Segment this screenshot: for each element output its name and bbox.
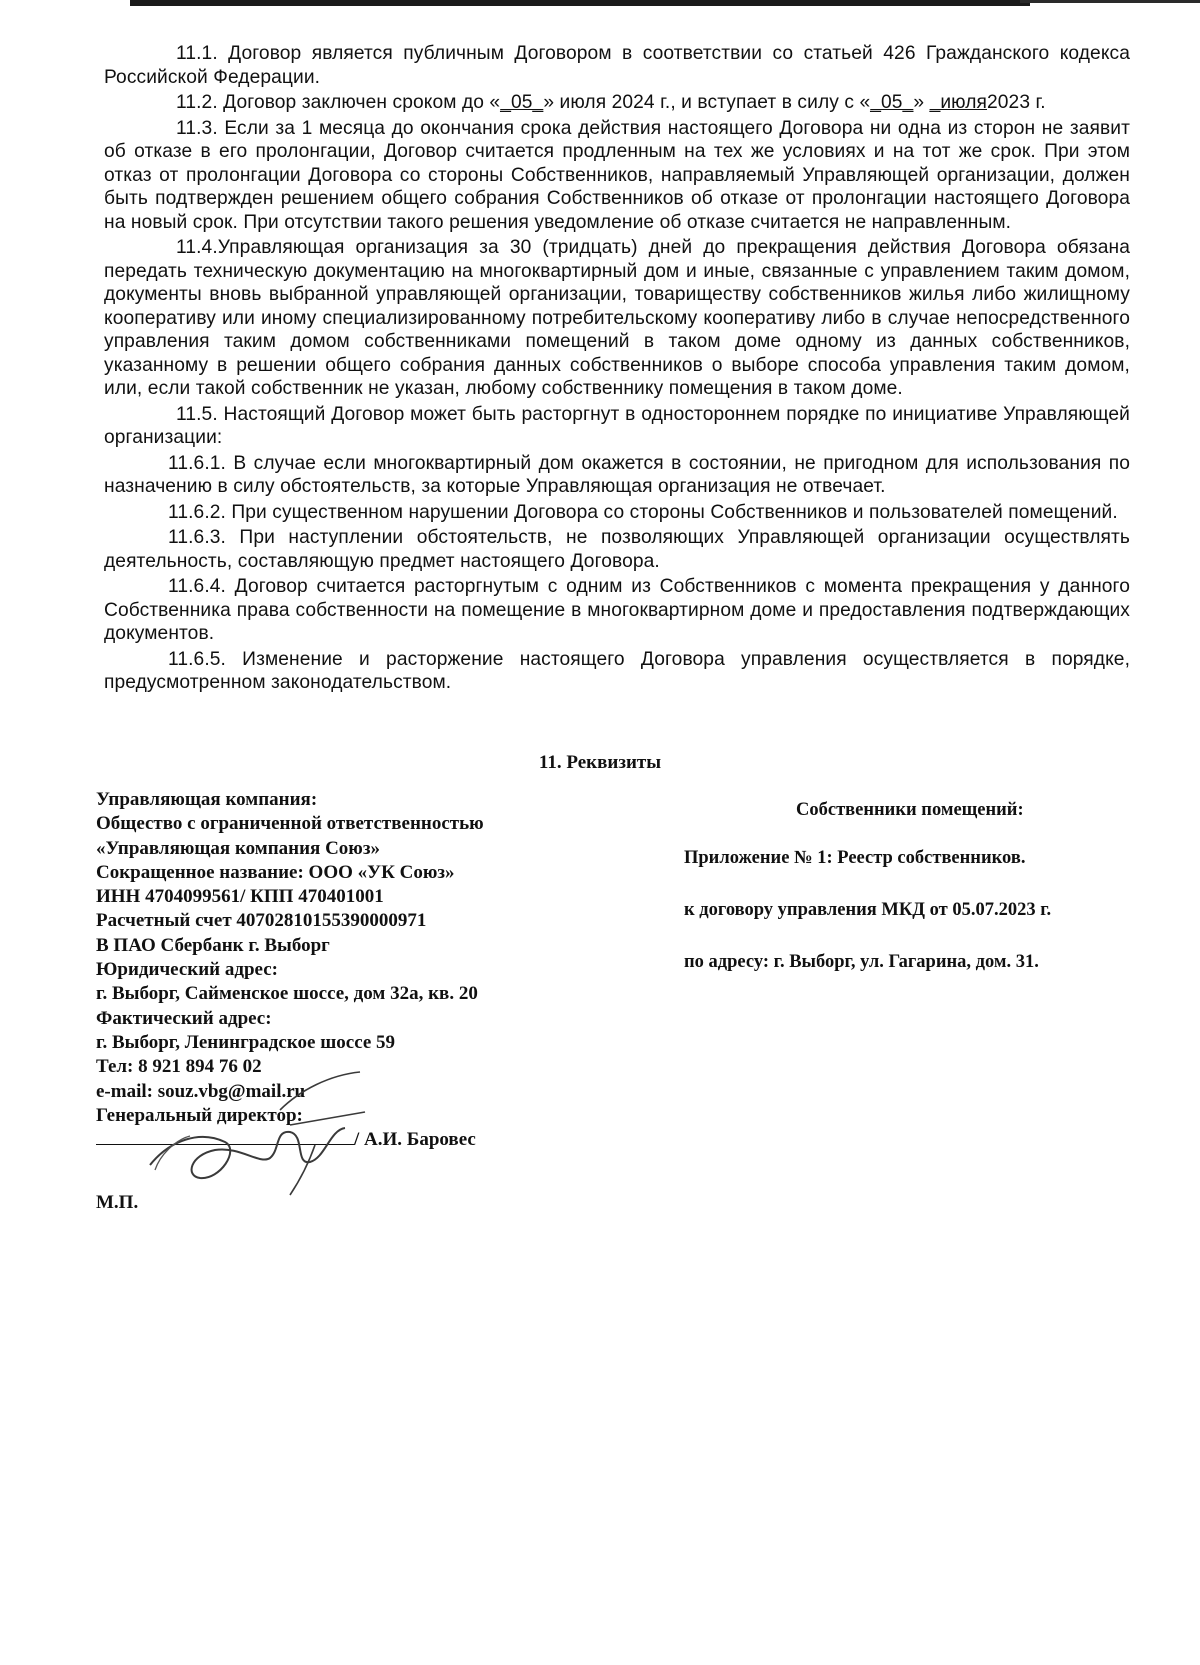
company-name-line2: «Управляющая компания Союз» — [96, 837, 380, 859]
director-signature — [130, 1070, 390, 1200]
scan-edge-top-right — [1020, 0, 1200, 3]
owners-address: по адресу: г. Выборг, ул. Гагарина, дом. 31. — [684, 952, 1039, 972]
clause-11-4: 11.4.Управляющая организация за 30 (тридцать) дней до прекращения действия Договора обязана передать техническую документацию на многоквартирный дом и иные, связанные с управлением таким домом, документы вновь выбранной управляющей организации, товариществу собственников жилья либо жилищному кооперативу или иному специализированному потребительскому кооперативу либо в случае непосредственного управления таким домом собственниками помещений в таком доме одному из данных собственников, указанному в решении общего собрания данных собственников о выборе способа управления таким домом, или, если такой собственник не указан, любому собственнику помещения в таком доме. — [104, 237, 1130, 399]
clause-11-2-end-day: _05_ — [500, 92, 544, 113]
clause-11-6-1: 11.6.1. В случае если многоквартирный дом окажется в состоянии, не пригодном для использования по назначению в силу обстоятельств, за которые Управляющая организация не отвечает. — [104, 452, 1130, 497]
stamp-placeholder: М.П. — [96, 1192, 139, 1213]
company-heading: Управляющая компания: — [96, 789, 318, 810]
owners-contract-ref: к договору управления МКД от 05.07.2023 г. — [684, 900, 1052, 920]
clause-11-3: 11.3. Если за 1 месяца до окончания срока действия настоящего Договора ни одна из сторон не заявит об отказе в его пролонгации, Договор считается продленным на тех же условиях и на тот же срок. При этом отказ от пролонгации Договора со стороны Собственников, направляемый Управляющей организации, должен быть подтвержден решением общего собрания Собственников об отказе от пролонгации настоящего Договора на новый срок. При отсутствии такого решения уведомление об отказе считается не направленным. — [104, 117, 1130, 233]
clause-11-2-part-b: » июля 2024 г., и вступает в силу с « — [543, 92, 871, 113]
company-name-line1: Общество с ограниченной ответственностью — [96, 813, 484, 835]
owners-heading: Собственники помещений: — [796, 800, 1024, 820]
director-name: / А.И. Баровес — [354, 1129, 476, 1151]
clause-11-1: 11.1. Договор является публичным Договором в соответствии со статьей 426 Гражданского кодекса Российской Федерации. — [104, 43, 1130, 88]
legal-address: г. Выборг, Сайменское шоссе, дом 32а, кв. 20 — [96, 983, 478, 1005]
company-email: e-mail: souz.vbg@mail.ru — [96, 1080, 306, 1102]
company-bank: В ПАО Сбербанк г. Выборг — [96, 934, 330, 956]
clause-11-6-3: 11.6.3. При наступлении обстоятельств, не позволяющих Управляющей организации осуществлять деятельность, составляющую предмет настоящего Договора. — [104, 527, 1130, 572]
clause-11-6-4: 11.6.4. Договор считается расторгнутым с одним из Собственников с момента прекращения у данного Собственника права собственности на помещение в многоквартирном доме и предоставления подтверждающих документов. — [104, 576, 1130, 644]
company-phone: Тел: 8 921 894 76 02 — [96, 1056, 262, 1078]
clause-11-2-part-d: 2023 г. — [987, 92, 1046, 113]
section-title-requisites: 11. Реквизиты — [538, 752, 662, 773]
clause-11-2 — [104, 91, 1130, 115]
company-short-name: Сокращенное название: ООО «УК Союз» — [96, 861, 455, 883]
owners-appendix: Приложение № 1: Реестр собственников. — [684, 848, 1026, 868]
clause-11-2-start-day: _05_ — [870, 92, 914, 113]
company-bank-account: Расчетный счет 40702810155390000971 — [96, 910, 427, 932]
actual-address-label: Фактический адрес: — [96, 1007, 272, 1029]
clause-11-5: 11.5. Настоящий Договор может быть расторгнут в одностороннем порядке по инициативе Управляющей организации: — [104, 403, 1130, 448]
scan-edge-top — [130, 0, 1030, 6]
clause-11-2-start-month: _июля — [929, 92, 988, 113]
clause-11-2-part-a: 11.2. Договор заключен сроком до « — [176, 92, 501, 113]
company-inn-kpp: ИНН 4704099561/ КПП 470401001 — [96, 886, 384, 908]
contract-clauses — [104, 42, 1130, 697]
director-label: Генеральный директор: — [96, 1104, 303, 1126]
clause-11-6-2: 11.6.2. При существенном нарушении Договора со стороны Собственников и пользователей помещений. — [168, 501, 1118, 523]
clause-11-6-5: 11.6.5. Изменение и расторжение настоящего Договора управления осуществляется в порядке, предусмотренном законодательством. — [104, 648, 1130, 693]
actual-address: г. Выборг, Ленинградское шоссе 59 — [96, 1031, 396, 1053]
clause-11-2-part-c: » — [913, 92, 930, 113]
legal-address-label: Юридический адрес: — [96, 959, 278, 981]
